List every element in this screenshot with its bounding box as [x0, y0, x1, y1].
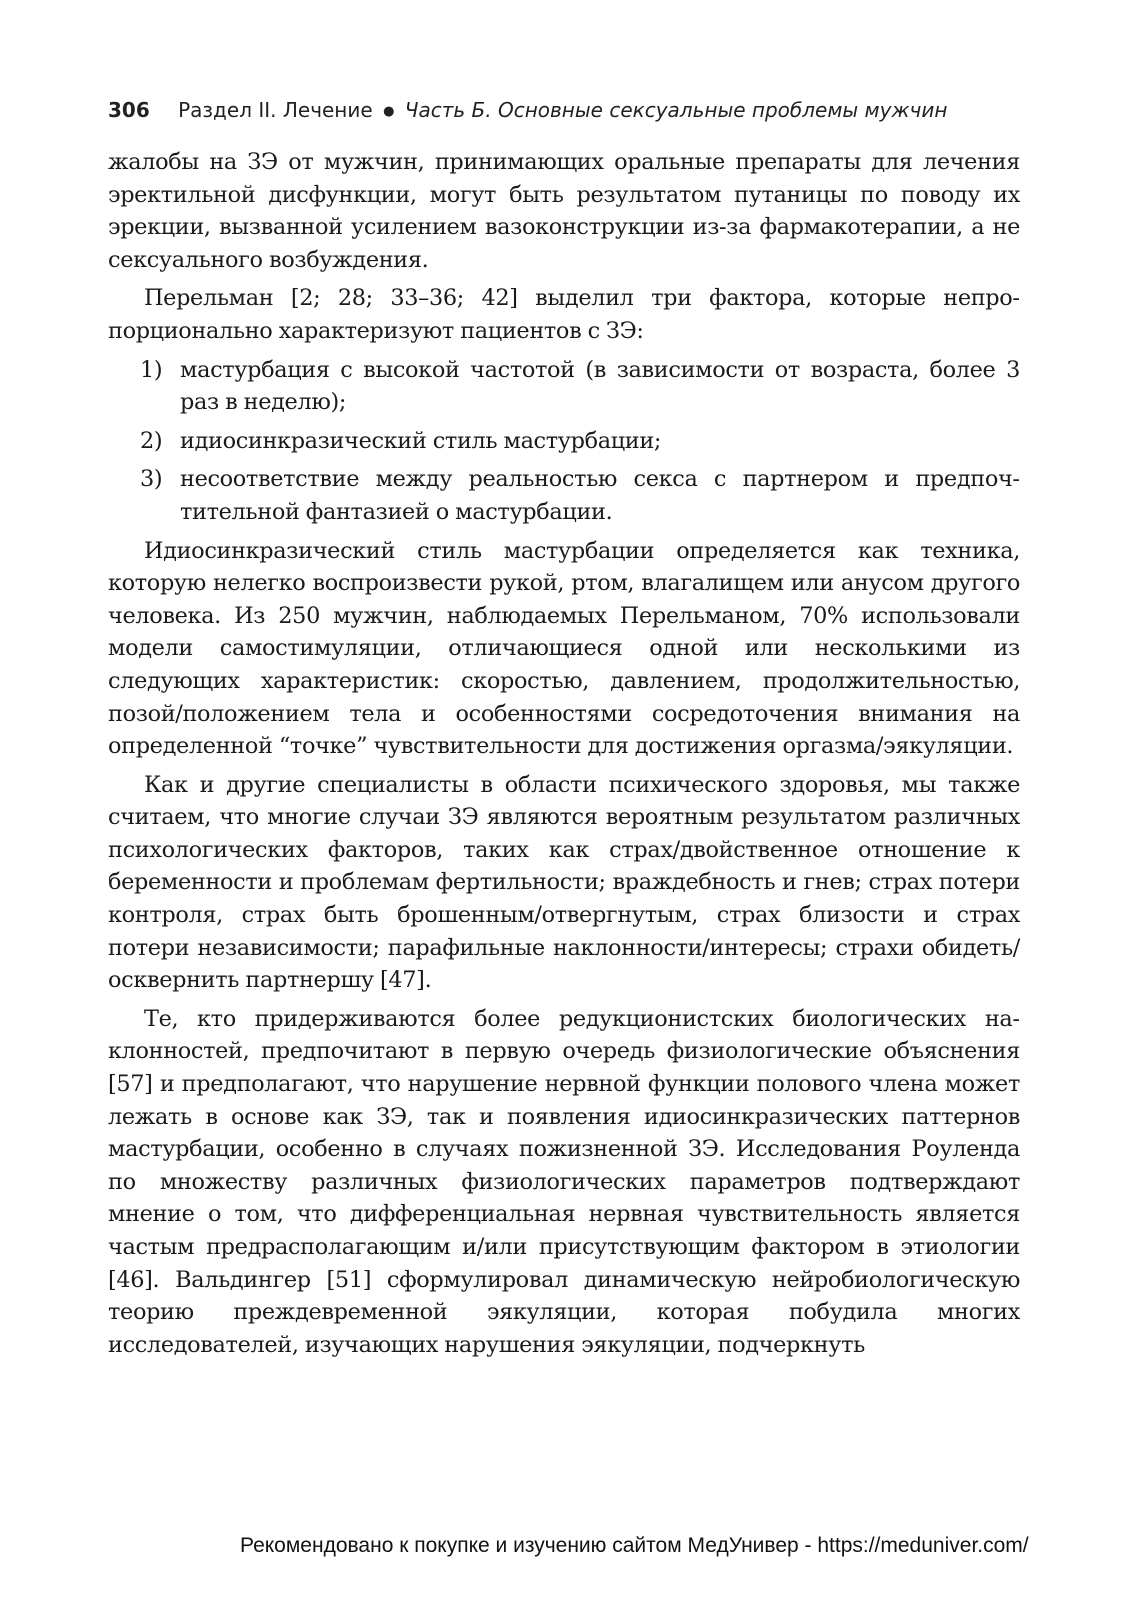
page-number: 306: [108, 98, 150, 122]
list-item-number: 2): [140, 427, 163, 454]
body-text: [108, 146, 1020, 1361]
paragraph-2: Перельман [2; 28; 33–36; 42] выделил три фактора, которые непропорционально характеризуют пациентов с ЗЭ:: [108, 285, 1020, 344]
separator-bullet-icon: ●: [383, 104, 395, 119]
paragraph-1: жалобы на ЗЭ от мужчин, принимающих оральные препараты для лечения эректильной дисфункции, могут быть результатом путаницы по поводу их эрекции, вызванной усилением вазоконструкции из-за фармакотерапии, а не сексуального возбуждения.: [108, 149, 1020, 273]
list-item: [108, 425, 1020, 458]
paragraph-3: Идиосинкразический стиль мастурбации определяется как техника, которую нелегко воспроизвести рукой, ртом, влагалищем или анусом другого человека. Из 250 мужчин, наблюдаемых Перельманом, 70% использовали модели самостимуляции, отличающиеся одной или несколькими из следующих характеристик: скоростью, давлением, продолжительностью, позой/положением тела и особенностями сосредоточения внимания на определенной “точке” чувствительности для достижения оргазма/эякуляции.: [108, 537, 1020, 760]
part-title: Часть Б. Основные сексуальные проблемы мужчин: [404, 98, 948, 122]
list-item: [108, 354, 1020, 419]
list-item-text: идиосинкразический стиль мастурбации;: [180, 427, 662, 454]
section-title: Раздел II. Лечение: [178, 98, 373, 122]
paragraph-4: Как и другие специалисты в области психического здоровья, мы также считаем, что многие случаи ЗЭ являются вероятным результатом различных психологических факторов, таких как страх/двойственное отношение к беременности и проблемам фертильности; враждебность и гнев; страх потери контроля, страх быть брошенным/отвергнутым, страх близости и страх потери независимости; парафильные наклонности/интересы; страхи обидеть/осквернить партнершу [47].: [108, 771, 1020, 994]
footer-watermark-text: Рекомендовано к покупке и изучению сайтом МедУнивер - https://meduniver.com/: [240, 1534, 1029, 1557]
list-item-number: 3): [140, 466, 163, 493]
list-item-text: несоответствие между реальностью секса с партнером и предпочтительной фантазией о мастурбации.: [180, 466, 1020, 525]
list-item-text: мастурбация с высокой частотой (в зависимости от возраста, более 3 раз в неделю);: [180, 356, 1020, 416]
factor-list: [108, 354, 1020, 529]
running-header: [108, 96, 1020, 128]
paragraph-5: Те, кто придерживаются более редукционистских биологических наклонностей, предпочитают в первую очередь физиологические объяснения [57] и предполагают, что нарушение нервной функции полового члена может лежать в основе как ЗЭ, так и появления идиосинкразических паттернов мастурбации, особенно в случаях пожизненной ЗЭ. Исследования Роуленда по множеству различных физиологических параметров подтверждают мнение о том, что дифференциальная нервная чувствительность является частым предрасполагающим и/или присутствующим фактором в этиологии [46]. Вальдингер [51] сформулировал динамическую нейробиологическую теорию преждевременной эякуляции, которая побудила многих исследователей, изучающих нарушения эякуляции, подчеркнуть: [108, 1005, 1020, 1358]
list-item: [108, 463, 1020, 528]
list-item-number: 1): [140, 356, 163, 383]
book-page: [108, 96, 1020, 1367]
